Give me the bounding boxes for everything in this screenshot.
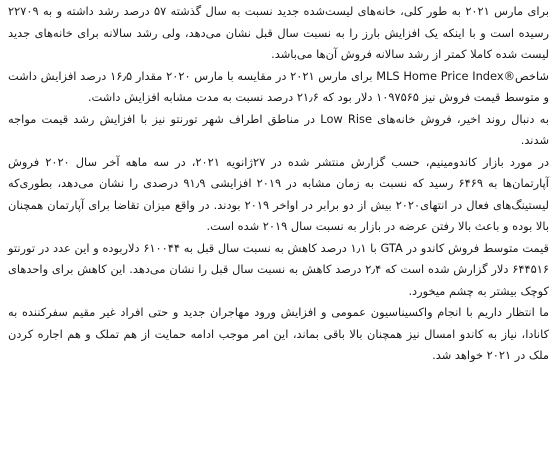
paragraph-text: برای مارس ۲۰۲۱ در مقایسه با مارس ۲۰۲۰ مقدار ۱۶٫۵ درصد افزایش داشت و متوسط قیمت فروش نیز ۱۰۹۷۵۶۵ دلار بود که ۲۱٫۶ درصد نسبت به مدت مشابه افزایش داشت. [8,68,549,104]
paragraph-outlook [8,302,549,367]
paragraph-low-rise [8,109,549,152]
paragraph-text: با ۱٫۱ درصد کاهش به نسبت سال قبل به ۶۱۰۰۴۴ دلاربوده و این عدد در تورنتو ۶۴۴۵۱۶ دلار گزارش شده است که ۲٫۴ درصد کاهش به نسبت سال قبل را نشان می‌دهد. این کاهش برای واحدهای کوچک بیشتر به چشم میخورد. [8,240,549,298]
paragraph-text: برای مارس ۲۰۲۱ به طور کلی، خانه‌های لیست‌شده جدید نسبت به سال گذشته ۵۷ درصد رشد داشته و به ۲۲۷۰۹ رسیده است و با اینکه یک افزایش بارز را به نسبت سال قبل نشان می‌دهد، ولی رشد سالانه برای خانه‌های جدید لیست شده کاملا کمتر از رشد سالانه فروش آن‌ها می‌باشد. [8,4,550,61]
low-rise-term: Low Rise [320,111,372,126]
paragraph-text: قیمت متوسط فروش کاندو در [402,240,549,255]
paragraph-condo-prices [8,238,549,303]
paragraph-new-listings [8,1,549,66]
paragraph-price-index [8,66,549,109]
paragraph-text: به دنبال روند اخیر، فروش خانه‌های [371,111,549,126]
paragraph-condo-market [8,152,549,238]
paragraph-text: در مورد بازار کاندومینیم، حسب گزارش منتشر شده در ۲۷ژانویه ۲۰۲۱، در سه ماهه آخر سال ۲۰۲۰ فروش آپارتمان‌ها به ۶۴۶۹ رسید که نسبت به زمان مشابه در ۲۰۱۹ افزایشی ۹۱٫۹ درصدی را نشان می‌دهد، بطوری‌که لیستینگ‌های فعال در انتهای۲۰۲۰ بیش از دو برابر در اواخر ۲۰۱۹ بودند. در واقع میزان تقاضا برای آپارتمان همچنان بالا بوده و باعث بالا رفتن عرضه در بازار به نسبت سال ۲۰۱۹ شده است. [8,154,550,233]
index-name: MLS Home Price Index® [376,68,515,83]
paragraph-text: ما انتظار داریم با انجام واکسیناسیون عمومی و افزایش ورود مهاجران جدید و حتی افراد غیر مقیم سفرکننده به کانادا، نیاز به کاندو امسال نیز همچنان بالا باقی بماند، این امر موجب ادامه حمایت از هم تملک و هم اجاره کردن ملک در ۲۰۲۱ خواهد شد. [8,305,549,362]
gta-term: GTA [380,240,403,255]
paragraph-text: در مناطق اطراف شهر تورنتو نیز با افزایش رشد قیمت مواجه شدند. [8,111,549,147]
paragraph-text: شاخص [514,68,549,83]
